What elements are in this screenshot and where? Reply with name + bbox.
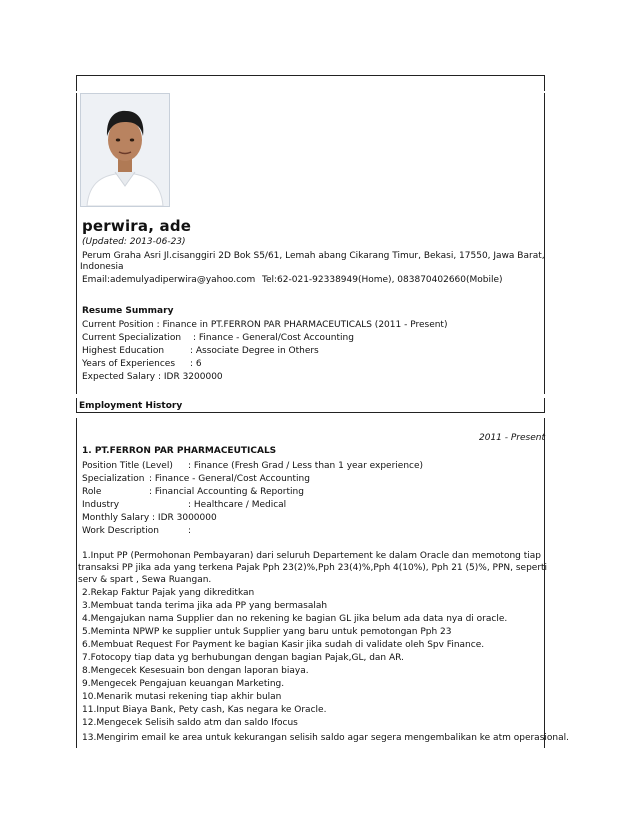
right-border-summary [544, 302, 545, 394]
duty-line: 10.Menarik mutasi rekening tiap akhir bulan [82, 692, 282, 702]
profile-photo [80, 93, 170, 207]
updated-date: (Updated: 2013-06-23) [82, 237, 186, 247]
candidate-name: perwira, ade [82, 217, 192, 235]
person-portrait-icon [81, 94, 169, 206]
duty-line: transaksi PP jika ada yang terkena Pajak Pph 23(2)%,Pph 23(4)%,Pph 4(10%), Pph 21 (5)%, PPN, seperti [78, 563, 548, 573]
duty-line: 1.Input PP (Permohonan Pembayaran) dari seluruh Departement ke dalam Oracle dan memotong tiap [82, 551, 541, 561]
current-specialization-label: Current Specialization [82, 333, 182, 343]
specialization-label: Specialization [82, 474, 145, 484]
phone-text: Tel:62-021-92338949(Home), 083870402660(Mobile) [262, 275, 503, 285]
duty-line: 8.Mengecek Kesesuain bon dengan laporan biaya. [82, 666, 309, 676]
monthly-salary: Monthly Salary : IDR 3000000 [82, 513, 217, 523]
highest-education-value: : Associate Degree in Others [190, 346, 319, 356]
left-border-emp-title [76, 398, 77, 412]
work-description-label: Work Description [82, 526, 159, 536]
duty-line: 4.Mengajukan nama Supplier dan no rekening ke bagian GL jika belum ada data nya di oracle. [82, 614, 508, 624]
resume-summary-heading: Resume Summary [82, 306, 174, 316]
years-experience-label: Years of Experiences [82, 359, 176, 369]
current-specialization-value: : Finance - General/Cost Accounting [193, 333, 354, 343]
duty-line: 12.Mengecek Selisih saldo atm dan saldo Ifocus [82, 718, 298, 728]
duty-line: 7.Fotocopy tiap data yg berhubungan dengan bagian Pajak,GL, dan AR. [82, 653, 404, 663]
employment-period: 2011 - Present [479, 433, 545, 443]
company-name: 1. PT.FERRON PAR PHARMACEUTICALS [82, 446, 277, 456]
duty-line: 3.Membuat tanda terima jika ada PP yang bermasalah [82, 601, 328, 611]
left-border-employment [76, 418, 77, 748]
address-line-1: Perum Graha Asri Jl.cisanggiri 2D Bok S5/61, Lemah abang Cikarang Timur, Bekasi, 17550, Jawa Barat, [82, 251, 545, 261]
specialization-value: : Finance - General/Cost Accounting [149, 474, 310, 484]
expected-salary: Expected Salary : IDR 3200000 [82, 372, 223, 382]
right-border-top [544, 75, 545, 91]
current-position: Current Position : Finance in PT.FERRON PAR PHARMACEUTICALS (2011 - Present) [82, 320, 448, 330]
duty-line: 5.Meminta NPWP ke supplier untuk Supplier yang baru untuk pemotongan Pph 23 [82, 627, 452, 637]
role-value: : Financial Accounting & Reporting [149, 487, 304, 497]
top-border [76, 75, 545, 76]
duty-line: 11.Input Biaya Bank, Pety cash, Kas negara ke Oracle. [82, 705, 327, 715]
position-title-value: : Finance (Fresh Grad / Less than 1 year experience) [188, 461, 424, 471]
position-title-label: Position Title (Level) [82, 461, 173, 471]
left-border-header [76, 93, 77, 308]
work-description-colon: : [188, 526, 192, 536]
industry-value: : Healthcare / Medical [188, 500, 287, 510]
role-label: Role [82, 487, 102, 497]
industry-label: Industry [82, 500, 120, 510]
right-border-header [544, 93, 545, 308]
right-border-employment [544, 418, 545, 748]
duty-line: serv & spart , Sewa Ruangan. [78, 575, 212, 585]
left-border-summary [76, 302, 77, 394]
email-text: Email:ademulyadiperwira@yahoo.com [82, 275, 256, 285]
duty-line: 6.Membuat Request For Payment ke bagian Kasir jika sudah di validate oleh Spv Finance. [82, 640, 485, 650]
right-border-emp-title [544, 398, 545, 412]
duty-line: 13.Mengirim email ke area untuk kekurangan selisih saldo agar segera mengembalikan ke atm operasional. [82, 733, 569, 743]
duty-line: 2.Rekap Faktur Pajak yang dikreditkan [82, 588, 255, 598]
years-experience-value: : 6 [190, 359, 202, 369]
employment-title-rule [76, 412, 545, 413]
employment-history-heading: Employment History [79, 401, 183, 411]
address-line-2: Indonesia [80, 262, 124, 272]
highest-education-label: Highest Education [82, 346, 165, 356]
duty-line: 9.Mengecek Pengajuan keuangan Marketing. [82, 679, 285, 689]
left-border-top [76, 75, 77, 91]
